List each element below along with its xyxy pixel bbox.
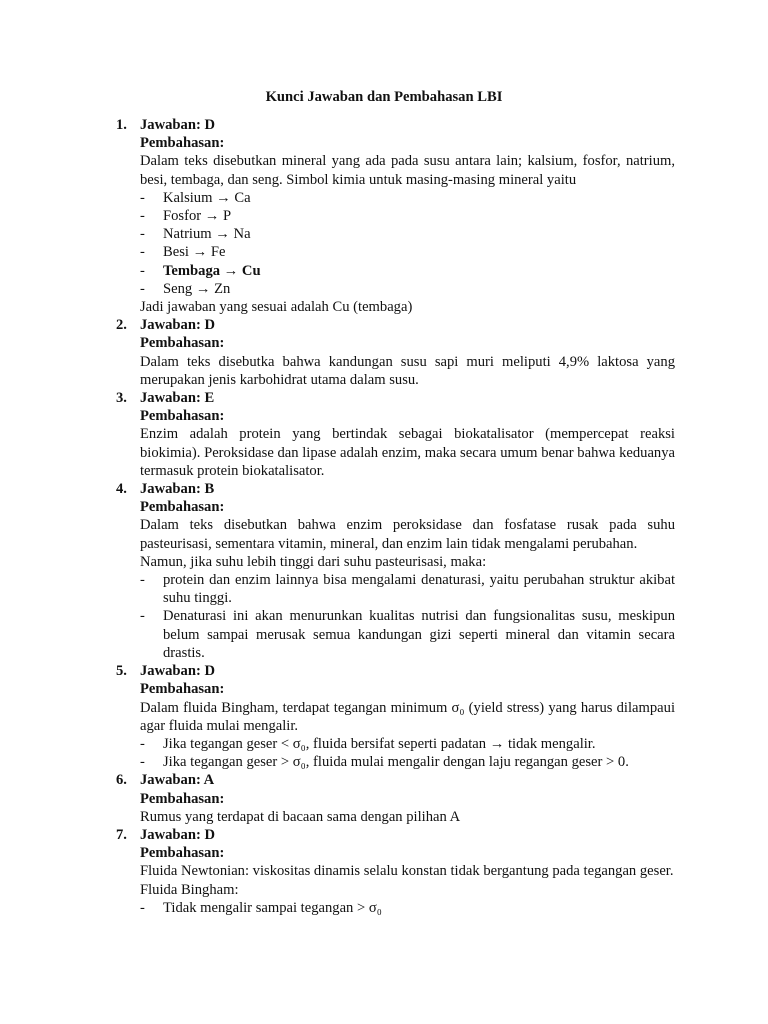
dash-marker: - bbox=[140, 280, 145, 297]
answer-list bbox=[116, 116, 675, 917]
answer-key: Jawaban: D bbox=[140, 663, 216, 680]
dash-marker: - bbox=[140, 572, 145, 589]
item-number: 1. bbox=[116, 117, 127, 133]
explanation-heading: Pembahasan: bbox=[140, 681, 225, 698]
list-item: - Jika tegangan geser < σ₀, fluida bersifat seperti padatan → tidak mengalir. bbox=[140, 735, 596, 752]
item-number: 4. bbox=[116, 481, 127, 498]
explanation-text-2: Fluida Bingham: bbox=[140, 881, 239, 898]
answer-item-6 bbox=[116, 771, 675, 826]
list-item: - Jika tegangan geser > σ₀, fluida mulai mengalir dengan laju regangan geser > 0. bbox=[140, 754, 629, 771]
dash-marker: - bbox=[140, 226, 145, 243]
dash-marker: - bbox=[140, 754, 145, 771]
list-item: - Fosfor → P bbox=[140, 208, 232, 225]
item-number: 2. bbox=[116, 317, 127, 334]
dash-marker: - bbox=[140, 899, 145, 916]
explanation-text: Dalam teks disebutkan mineral yang ada pada susu antara lain; kalsium, fosfor, natrium, besi, tembaga, dan seng. Simbol kimia untuk masing-masing mineral yaitu bbox=[140, 153, 675, 188]
explanation-heading: Pembahasan: bbox=[140, 335, 225, 352]
item-number: 7. bbox=[116, 826, 127, 843]
list-item: - protein dan enzim lainnya bisa mengalami denaturasi, yaitu perubahan struktur akibat suhu tinggi. bbox=[140, 572, 675, 607]
mineral-list bbox=[140, 189, 675, 298]
explanation-heading: Pembahasan: bbox=[140, 408, 225, 425]
list-item: - Natrium → Na bbox=[140, 226, 251, 243]
answer-item-7 bbox=[116, 826, 675, 917]
dash-marker: - bbox=[140, 608, 145, 625]
list-item: - Kalsium → Ca bbox=[140, 189, 251, 206]
list-item: - Seng → Zn bbox=[140, 280, 231, 297]
dash-marker: - bbox=[140, 189, 145, 206]
bullet-list bbox=[140, 735, 675, 771]
item-number: 3. bbox=[116, 390, 127, 407]
explanation-text: Rumus yang terdapat di bacaan sama dengan pilihan A bbox=[140, 808, 461, 825]
dash-marker: - bbox=[140, 244, 145, 261]
dash-marker: - bbox=[140, 735, 145, 752]
explanation-text: Dalam teks disebutkan bahwa enzim peroksidase dan fosfatase rusak pada suhu pasteurisasi, sementara vitamin, mineral, dan enzim lain tidak mengalami perubahan. bbox=[140, 517, 675, 552]
bullet-list bbox=[140, 571, 675, 662]
answer-key: Jawaban: B bbox=[140, 481, 215, 498]
list-item: - Besi → Fe bbox=[140, 244, 226, 261]
answer-item-5 bbox=[116, 662, 675, 771]
explanation-text: Dalam teks disebutka bahwa kandungan susu sapi muri meliputi 4,9% laktosa yang merupakan jenis karbohidrat utama dalam susu. bbox=[140, 353, 675, 388]
answer-key: Jawaban: D bbox=[140, 826, 216, 843]
answer-item-1 bbox=[116, 116, 675, 316]
answer-key: Jawaban: D bbox=[140, 317, 216, 334]
list-item bbox=[140, 262, 675, 280]
answer-item-2 bbox=[116, 316, 675, 389]
dash-marker: - bbox=[140, 262, 145, 279]
document-title: Kunci Jawaban dan Pembahasan LBI bbox=[265, 89, 503, 105]
list-item: - Tidak mengalir sampai tegangan > σ₀ bbox=[140, 899, 382, 916]
dash-marker: - bbox=[140, 208, 145, 225]
item-number: 6. bbox=[116, 772, 127, 789]
explanation-text: Fluida Newtonian: viskositas dinamis selalu konstan tidak bergantung pada tegangan geser. bbox=[140, 863, 674, 880]
explanation-heading: Pembahasan: bbox=[140, 845, 225, 862]
explanation-heading: Pembahasan: bbox=[140, 790, 225, 807]
explanation-heading: Pembahasan: bbox=[140, 135, 225, 152]
bullet-list bbox=[140, 899, 675, 917]
answer-item-3 bbox=[116, 389, 675, 480]
conclusion-text: Jadi jawaban yang sesuai adalah Cu (tembaga) bbox=[140, 299, 413, 316]
item-number: 5. bbox=[116, 663, 127, 680]
list-item: - Denaturasi ini akan menurunkan kualitas nutrisi dan fungsionalitas susu, meskipun belum sampai merusak semua kandungan gizi seperti mineral dan vitamin secara drastis. bbox=[140, 608, 675, 661]
answer-key: Jawaban: E bbox=[140, 390, 215, 407]
explanation-text: Enzim adalah protein yang bertindak sebagai biokatalisator (mempercepat reaksi biokimia). Peroksidase dan lipase adalah enzim, maka secara umum benar bahwa keduanya termasuk protein biokatalisator. bbox=[140, 426, 675, 479]
answer-item-4 bbox=[116, 480, 675, 662]
explanation-text-2: Namun, jika suhu lebih tinggi dari suhu pasteurisasi, maka: bbox=[140, 553, 487, 570]
answer-key: Jawaban: D bbox=[140, 117, 216, 133]
explanation-text: Dalam fluida Bingham, terdapat tegangan minimum σ₀ (yield stress) yang harus dilampaui agar fluida mulai mengalir. bbox=[140, 699, 675, 734]
explanation-heading: Pembahasan: bbox=[140, 499, 225, 516]
highlighted-answer: Tembaga → Cu bbox=[163, 262, 261, 279]
answer-key: Jawaban: A bbox=[140, 772, 215, 789]
